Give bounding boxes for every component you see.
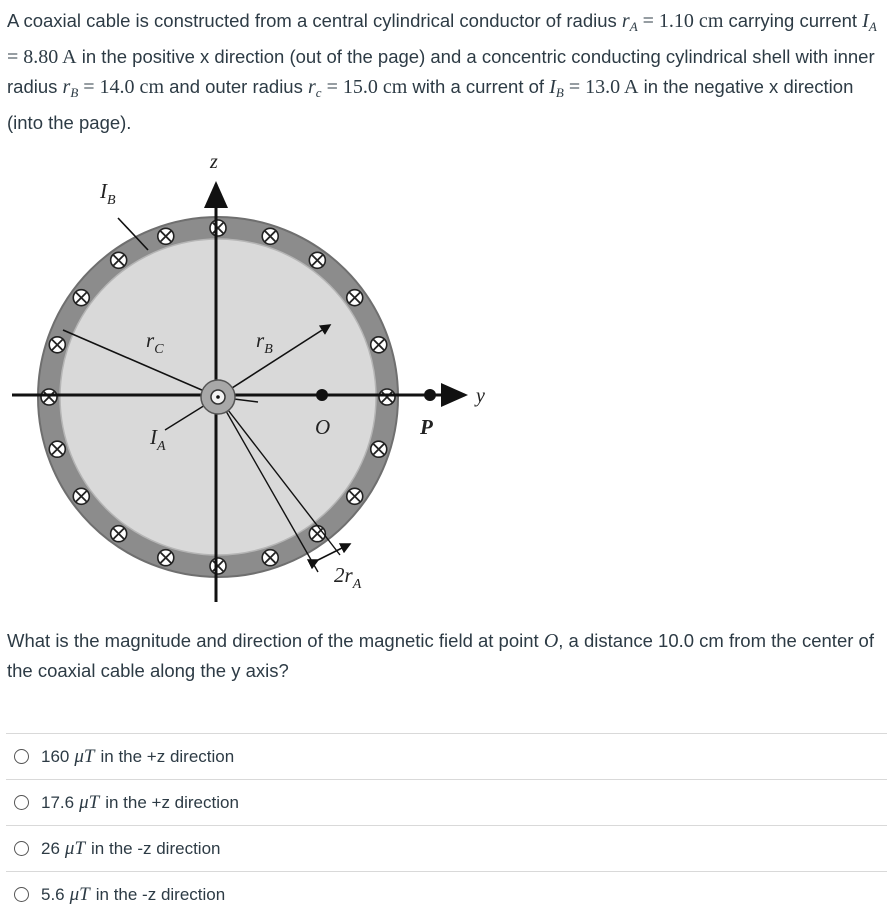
label-2rA: $2r_A$ bbox=[334, 563, 362, 592]
prompt-text: in the negative x direction (into the page). bbox=[7, 76, 854, 133]
current-into-page-icon bbox=[73, 488, 89, 504]
IA-expression: $I_A = 8.80$ A bbox=[7, 10, 877, 68]
point-O bbox=[316, 389, 328, 401]
current-into-page-icon bbox=[111, 252, 127, 268]
prompt-text: A coaxial cable is constructed from a central cylindrical conductor of radius bbox=[7, 10, 622, 31]
answer-option-3[interactable]: 26 μT in the -z direction bbox=[6, 825, 887, 871]
current-into-page-icon bbox=[371, 441, 387, 457]
current-into-page-icon bbox=[309, 252, 325, 268]
answer-option-1[interactable]: 160 μT in the +z direction bbox=[6, 733, 887, 779]
radio-button[interactable] bbox=[14, 749, 29, 764]
IB-expression: $I_B = 13.0$ A bbox=[549, 76, 639, 100]
current-into-page-icon bbox=[262, 228, 278, 244]
rB-expression: $r_B = 14.0$ cm bbox=[62, 76, 164, 100]
current-into-page-icon bbox=[371, 337, 387, 353]
current-into-page-icon bbox=[73, 290, 89, 306]
label-IA: $I_A$ bbox=[150, 425, 166, 454]
current-into-page-icon bbox=[41, 389, 57, 405]
answer-option-4[interactable]: 5.6 μT in the -z direction bbox=[6, 871, 887, 917]
current-into-page-icon bbox=[262, 550, 278, 566]
label-O: O bbox=[315, 415, 331, 439]
current-into-page-icon bbox=[379, 389, 395, 405]
coaxial-cable-figure bbox=[0, 140, 520, 610]
label-IB: $I_B$ bbox=[100, 179, 116, 208]
current-into-page-icon bbox=[111, 526, 127, 542]
radio-button[interactable] bbox=[14, 887, 29, 902]
current-into-page-icon bbox=[210, 558, 226, 574]
label-rc: $r_C$ bbox=[146, 328, 164, 357]
current-into-page-icon bbox=[347, 488, 363, 504]
radio-button[interactable] bbox=[14, 841, 29, 856]
problem-statement bbox=[7, 6, 887, 138]
question-text: What is the magnitude and direction of the magnetic field at point O, a distance 10.0 cm from the center of the coaxial cable along the y axis? bbox=[7, 630, 874, 681]
current-into-page-icon bbox=[158, 228, 174, 244]
point-P bbox=[424, 389, 436, 401]
label-y: y bbox=[476, 385, 485, 407]
label-z: z bbox=[210, 151, 218, 173]
label-rB: $r_B$ bbox=[256, 328, 273, 357]
prompt-text: carrying current bbox=[723, 10, 863, 31]
current-into-page-icon bbox=[49, 337, 65, 353]
label-P: P bbox=[420, 415, 433, 439]
current-into-page-icon bbox=[210, 220, 226, 236]
answer-option-2[interactable]: 17.6 μT in the +z direction bbox=[6, 779, 887, 825]
answer-options bbox=[6, 733, 887, 917]
prompt-text: in the positive x direction (out of the page) and a concentric conducting cylindrical shell with inner radius bbox=[7, 46, 875, 97]
current-into-page-icon bbox=[347, 290, 363, 306]
current-into-page-icon bbox=[49, 441, 65, 457]
radio-button[interactable] bbox=[14, 795, 29, 810]
prompt-text: and outer radius bbox=[164, 76, 308, 97]
current-into-page-icon bbox=[158, 550, 174, 566]
rc-expression: $r_c = 15.0$ cm bbox=[307, 76, 408, 100]
prompt-text: with a current of bbox=[407, 76, 550, 97]
rA-expression: $r_A = 1.10$ cm bbox=[621, 10, 724, 34]
